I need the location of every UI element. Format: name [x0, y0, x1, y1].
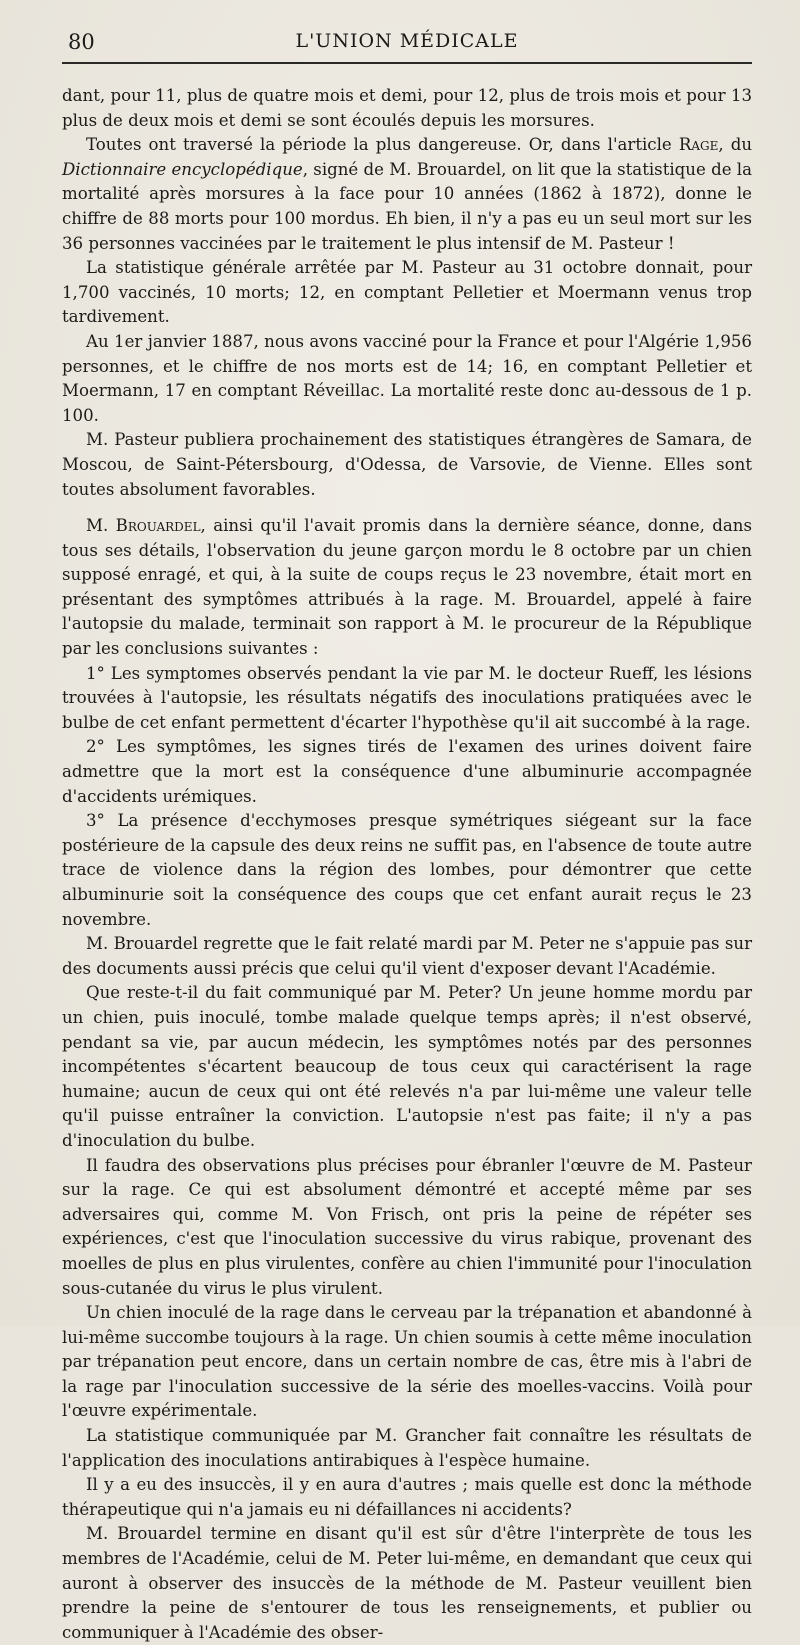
journal-title: L'UNION MÉDICALE	[295, 30, 519, 52]
text-run: Au 1er janvier 1887, nous avons vacciné pour la France et pour l'Algérie 1,956 personnes, et le chiffre de nos morts est de 14; 16, en comptant Pelletier et Moermann, 17 en comptant Réveillac. La mortalité reste donc au-dessous de 1 p. 100.	[62, 331, 752, 425]
text-run: M. Brouardel termine en disant qu'il est sûr d'être l'interprète de tous les membres de l'Académie, celui de M. Peter lui-même, en demandant que ceux qui auront à observer des insuccès de la méthode de M. Pasteur veuillent bien prendre la peine de s'entourer de tous les renseignements, et publier ou communiquer à l'Académie des obser-	[62, 1524, 752, 1642]
paragraph	[62, 428, 752, 502]
page-header	[62, 22, 752, 64]
text-run: M.	[86, 516, 116, 536]
text-run: , du	[718, 135, 753, 155]
text-run: Il faudra des observations plus précises pour ébranler l'œuvre de M. Pasteur sur la rage. Ce qui est absolument démontré et accepté même par ses adversaires qui, comme M. Von Frisch, ont pris la peine de répéter ses expériences, c'est que l'inoculation successive du virus rabique, provenant des moelles de plus en plus virulentes, confère au chien l'immunité pour l'inoculation sous-cutanée du virus le plus virulent.	[62, 1155, 752, 1298]
paragraph	[62, 1473, 752, 1522]
page-number: 80	[68, 30, 95, 54]
text-run: Brouardel	[115, 516, 201, 536]
article-body	[62, 84, 752, 1645]
text-run: M. Brouardel regrette que le fait relaté mardi par M. Peter ne s'appuie pas sur des documents aussi précis que celui qu'il vient d'exposer devant l'Académie.	[62, 934, 752, 978]
paragraph	[62, 809, 752, 932]
paragraph	[62, 514, 752, 662]
paragraph	[62, 1301, 752, 1424]
text-run: Rage	[678, 135, 719, 155]
paragraph	[62, 1522, 752, 1645]
text-run: Un chien inoculé de la rage dans le cerveau par la trépanation et abandonné à lui-même succombe toujours à la rage. Un chien soumis à cette même inoculation par trépanation peut encore, dans un certain nombre de cas, être mis à l'abri de la rage par l'inoculation successive de la série des moelles-vaccins. Voilà pour l'œuvre expérimentale.	[62, 1303, 752, 1421]
text-run: , ainsi qu'il l'avait promis dans la dernière séance, donne, dans tous ses détails, l'observation du jeune garçon mordu le 8 octobre par un chien supposé enragé, et qui, à la suite de coups reçus le 23 novembre, était mort en présentant des symptômes attribués à la rage. M. Brouardel, appelé à faire l'autopsie du malade, terminait son rapport à M. le procureur de la République par les conclusions suivantes :	[62, 516, 752, 659]
paragraph	[62, 1154, 752, 1302]
text-run: La statistique générale arrêtée par M. Pasteur au 31 octobre donnait, pour 1,700 vaccinés, 10 morts; 12, en comptant Pelletier et Moermann venus trop tardivement.	[62, 258, 752, 327]
paragraph	[62, 981, 752, 1153]
paragraph	[62, 662, 752, 736]
text-run: M. Pasteur publiera prochainement des statistiques étrangères de Samara, de Moscou, de Saint-Pétersbourg, d'Odessa, de Varsovie, de Vienne. Elles sont toutes absolument favorables.	[62, 430, 752, 499]
text-run: 3° La présence d'ecchymoses presque symétriques siégeant sur la face postérieure de la capsule des deux reins ne suffit pas, en l'absence de toute autre trace de violence dans la région des lombes, pour démontrer que cette albuminurie soit la conséquence des coups que cet enfant aurait reçus le 23 novembre.	[62, 811, 752, 929]
paragraph	[62, 256, 752, 330]
text-run: Dictionnaire encyclopédique	[62, 159, 303, 179]
paragraph	[62, 932, 752, 981]
text-run: Il y a eu des insuccès, il y en aura d'autres ; mais quelle est donc la méthode thérapeutique qui n'a jamais eu ni défaillances ni accidents?	[62, 1475, 752, 1519]
text-run: 1° Les symptomes observés pendant la vie par M. le docteur Rueff, les lésions trouvées à l'autopsie, les résultats négatifs des inoculations pratiquées avec le bulbe de cet enfant permettent d'écarter l'hypothèse qu'il ait succombé à la rage.	[62, 663, 752, 732]
text-run: Que reste-t-il du fait communiqué par M. Peter? Un jeune homme mordu par un chien, puis inoculé, tombe malade quelque temps après; il n'est observé, pendant sa vie, par aucun médecin, les symptômes notés par des personnes incompétentes s'écartent beaucoup de tous ceux qui caractérisent la rage humaine; aucun de ceux qui ont été relevés n'a par lui-même une valeur telle qu'il puisse entraîner la conviction. L'autopsie n'est pas faite; il n'y a pas d'inoculation du bulbe.	[62, 983, 752, 1150]
paragraph	[62, 133, 752, 256]
text-run: , signé de M. Brouardel, on lit que la statistique de la mortalité après morsures à la face pour 10 années (1862 à 1872), donne le chiffre de 88 morts pour 100 mordus. Eh bien, il n'y a pas eu un seul mort sur les 36 personnes vaccinées par le traitement le plus intensif de M. Pasteur !	[62, 159, 752, 253]
text-run: dant, pour 11, plus de quatre mois et demi, pour 12, plus de trois mois et pour 13 plus de deux mois et demi se sont écoulés depuis les morsures.	[62, 86, 752, 130]
text-run: La statistique communiquée par M. Grancher fait connaître les résultats de l'application des inoculations antirabiques à l'espèce humaine.	[62, 1426, 752, 1470]
text-run: 2° Les symptômes, les signes tirés de l'examen des urines doivent faire admettre que la mort est la conséquence d'une albuminurie accompagnée d'accidents urémiques.	[62, 737, 752, 806]
paragraph	[62, 84, 752, 133]
text-run: Toutes ont traversé la période la plus dangereuse. Or, dans l'article	[86, 135, 679, 155]
paragraph	[62, 330, 752, 428]
paragraph	[62, 1424, 752, 1473]
paragraph	[62, 735, 752, 809]
